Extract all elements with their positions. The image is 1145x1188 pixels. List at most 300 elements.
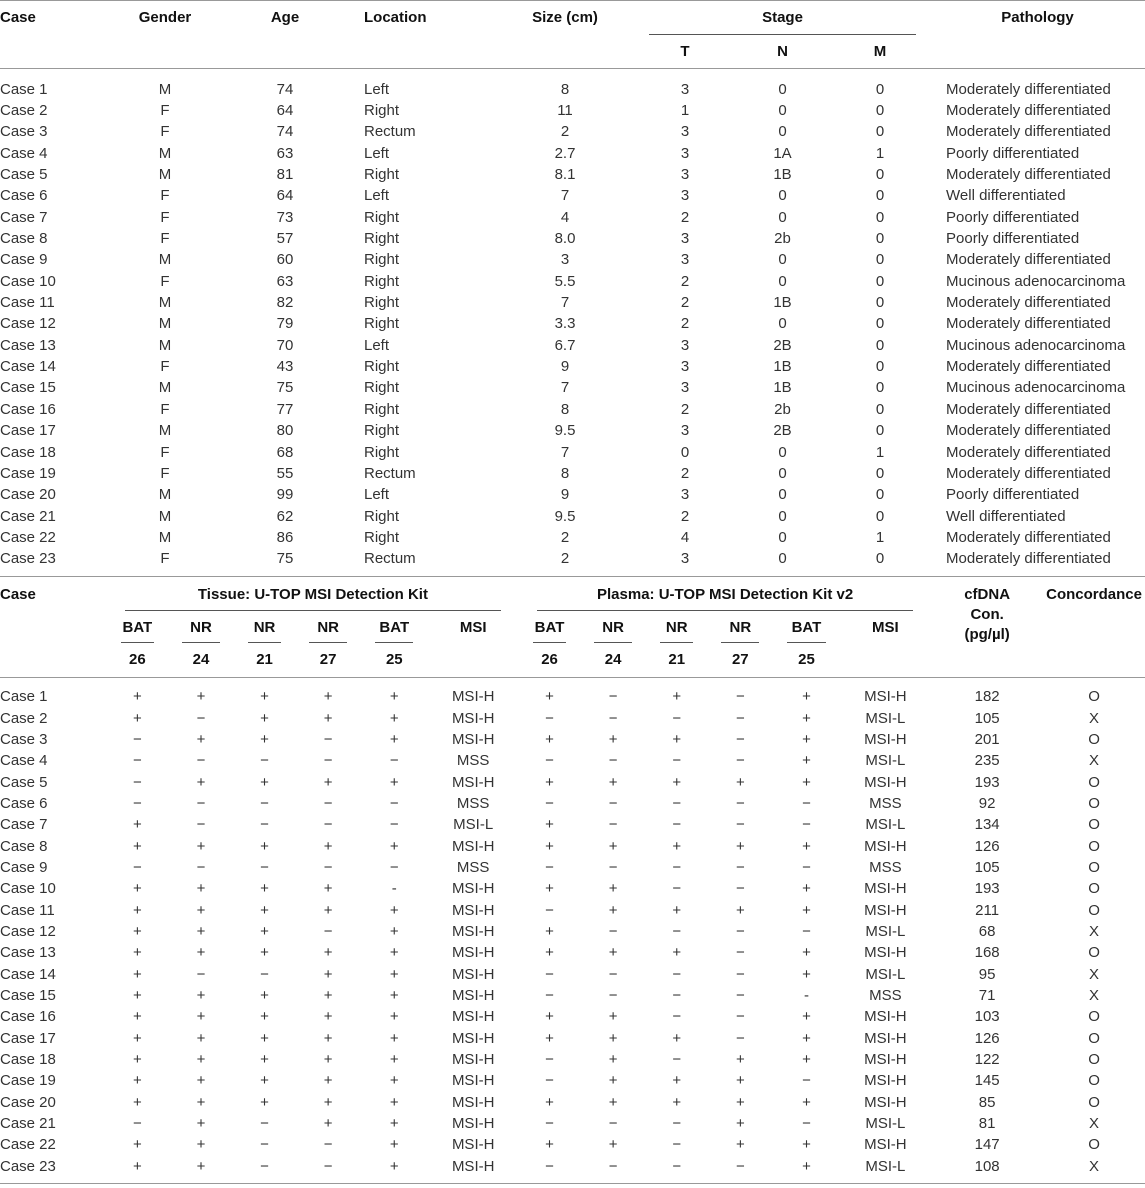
cell-tissue-bat26: +	[132, 880, 142, 898]
cell-size: 7	[560, 379, 570, 397]
cell-size: 9	[560, 486, 570, 504]
cell-plasma-msi: MSS	[869, 794, 902, 812]
cell-tissue-msi: MSI-L	[453, 816, 494, 834]
cell-plasma-bat26: −	[545, 986, 554, 1004]
cell-cfdna: 108	[974, 1157, 1000, 1175]
cell-tissue-bat26: +	[132, 1093, 142, 1111]
cell-plasma-nr24: +	[608, 837, 618, 855]
cell-plasma-nr27: +	[735, 1072, 745, 1090]
cell-tissue-bat25: −	[389, 816, 399, 834]
cell-tissue-bat26: +	[132, 1136, 142, 1154]
cell-plasma-nr27: −	[735, 709, 745, 727]
cell-cfdna: 126	[974, 1029, 1000, 1047]
cell-tissue-bat26: +	[132, 709, 142, 727]
cell-gender: F	[160, 102, 170, 120]
table-row	[0, 1028, 1145, 1049]
cell-location: Left	[364, 144, 390, 162]
cell-pathology: Moderately differentiated	[946, 443, 1111, 461]
cell-concordance: O	[1088, 773, 1100, 791]
msi-detection-table	[0, 577, 1145, 1184]
cell-age: 80	[276, 422, 294, 440]
cell-age: 57	[276, 230, 294, 248]
cell-plasma-bat26: +	[545, 816, 554, 834]
cell-stage-m: 0	[875, 208, 885, 226]
cell-plasma-msi: MSI-L	[865, 816, 906, 834]
table-row	[0, 228, 1145, 249]
cell-tissue-msi: MSI-H	[451, 730, 495, 748]
cell-tissue-msi: MSI-H	[451, 1115, 495, 1133]
cell-plasma-bat25: −	[802, 858, 811, 876]
plasma-marker-5-number: 25	[798, 651, 815, 669]
cell-plasma-bat26: +	[545, 944, 554, 962]
cell-cfdna: 201	[974, 730, 1000, 748]
cell-age: 73	[276, 208, 294, 226]
cell-stage-n: 0	[778, 251, 787, 269]
cell-tissue-nr21: +	[260, 1072, 269, 1090]
cell-stage-n: 0	[778, 486, 787, 504]
cell-concordance: O	[1088, 688, 1100, 706]
cell-stage-t: 3	[680, 336, 690, 354]
cell-stage-n: 1A	[773, 144, 792, 162]
cell-location: Right	[364, 400, 400, 418]
cell-plasma-nr27: −	[735, 986, 745, 1004]
cell-plasma-nr21: +	[672, 944, 682, 962]
cell-plasma-bat26: +	[545, 880, 554, 898]
cell-stage-n: 0	[778, 443, 787, 461]
cell-plasma-nr27: +	[735, 901, 745, 919]
cell-case: Case 1	[0, 688, 48, 706]
tissue-marker-5-number: 25	[385, 651, 403, 669]
cell-tissue-nr24: −	[196, 965, 206, 983]
cell-tissue-nr21: −	[260, 1115, 269, 1133]
cell-gender: M	[158, 315, 172, 333]
cell-tissue-bat26: +	[132, 837, 142, 855]
cell-cfdna: 85	[978, 1093, 996, 1111]
cell-case: Case 3	[0, 730, 48, 748]
cell-stage-n: 0	[778, 507, 787, 525]
cell-plasma-nr24: −	[608, 965, 618, 983]
cell-pathology: Moderately differentiated	[946, 358, 1111, 376]
cell-stage-n: 1B	[773, 358, 792, 376]
cell-tissue-bat25: −	[389, 794, 399, 812]
cell-gender: F	[160, 443, 170, 461]
cell-tissue-nr21: +	[260, 986, 269, 1004]
cell-plasma-bat25: +	[802, 1051, 811, 1069]
cell-concordance: O	[1088, 816, 1100, 834]
tissue-marker-2-name: NR	[168, 611, 234, 643]
cell-size: 8	[560, 400, 570, 418]
cell-age: 64	[276, 187, 294, 205]
cell-stage-m: 1	[875, 144, 885, 162]
cell-plasma-bat26: +	[545, 773, 554, 791]
cell-plasma-msi: MSI-H	[864, 773, 907, 791]
cell-stage-t: 2	[680, 294, 690, 312]
cell-plasma-nr24: +	[608, 901, 618, 919]
cell-tissue-nr21: +	[260, 1029, 269, 1047]
cell-case: Case 22	[0, 528, 56, 546]
cell-plasma-nr24: +	[608, 1029, 618, 1047]
cell-plasma-bat26: −	[545, 901, 554, 919]
table-row	[0, 420, 1145, 441]
table-row	[0, 963, 1145, 984]
cell-plasma-bat25: −	[802, 794, 811, 812]
plasma-marker-1-name: BAT	[519, 611, 580, 643]
cell-tissue-bat26: −	[132, 730, 142, 748]
table-row	[0, 164, 1145, 185]
cell-size: 2	[560, 528, 570, 546]
cell-cfdna: 235	[974, 752, 1000, 770]
cell-age: 81	[276, 166, 294, 184]
table-row	[0, 292, 1145, 313]
cell-plasma-bat26: −	[545, 858, 554, 876]
cell-gender: F	[160, 358, 170, 376]
cell-tissue-nr24: +	[196, 986, 206, 1004]
cell-plasma-nr21: −	[672, 922, 682, 940]
cell-plasma-nr24: +	[608, 1072, 618, 1090]
cell-stage-n: 0	[778, 528, 787, 546]
cell-plasma-nr24: −	[608, 1115, 618, 1133]
cell-plasma-nr21: −	[672, 1136, 682, 1154]
cell-plasma-bat26: +	[545, 1029, 554, 1047]
cell-stage-t: 3	[680, 358, 690, 376]
cell-tissue-nr21: −	[260, 794, 269, 812]
table-row	[0, 207, 1145, 228]
cell-gender: M	[158, 379, 172, 397]
cell-plasma-nr27: +	[735, 1051, 745, 1069]
cell-tissue-msi: MSI-H	[451, 944, 495, 962]
cell-tissue-bat25: +	[389, 1157, 399, 1175]
cell-gender: F	[160, 230, 170, 248]
header-stage-n: N	[777, 42, 788, 60]
cell-tissue-msi: MSI-H	[451, 1157, 495, 1175]
cell-plasma-nr27: −	[735, 1008, 745, 1026]
cell-concordance: O	[1088, 1136, 1100, 1154]
cell-case: Case 8	[0, 837, 48, 855]
cell-location: Right	[364, 251, 400, 269]
table-row	[0, 750, 1145, 771]
cell-plasma-bat26: −	[545, 1157, 554, 1175]
cell-stage-t: 2	[680, 272, 690, 290]
cell-stage-t: 3	[680, 251, 690, 269]
cell-tissue-bat25: +	[389, 1008, 399, 1026]
cell-case: Case 12	[0, 922, 56, 940]
cell-plasma-nr24: +	[608, 1093, 618, 1111]
cell-plasma-msi: MSI-H	[864, 880, 907, 898]
cell-age: 60	[276, 251, 294, 269]
cell-plasma-msi: MSI-H	[864, 944, 907, 962]
cell-case: Case 4	[0, 752, 48, 770]
cell-plasma-msi: MSS	[869, 858, 902, 876]
cell-location: Right	[364, 166, 400, 184]
cell-plasma-nr24: +	[608, 773, 618, 791]
cell-plasma-bat26: −	[545, 1051, 554, 1069]
patient-table-body	[0, 79, 1145, 570]
cfdna-label-line3: (pg/µl)	[964, 626, 1010, 643]
cell-tissue-nr24: +	[196, 880, 206, 898]
cell-plasma-nr21: +	[672, 1072, 682, 1090]
cell-case: Case 23	[0, 1157, 56, 1175]
cell-size: 3.3	[554, 315, 576, 333]
cell-stage-n: 0	[778, 272, 787, 290]
cell-size: 8	[560, 80, 570, 98]
cell-plasma-nr21: −	[672, 794, 682, 812]
cell-concordance: O	[1088, 1008, 1100, 1026]
cell-gender: F	[160, 187, 170, 205]
cell-concordance: O	[1088, 858, 1100, 876]
cell-plasma-msi: MSI-H	[864, 1136, 907, 1154]
table-row	[0, 335, 1145, 356]
cell-tissue-nr24: +	[196, 688, 206, 706]
cell-stage-t: 3	[680, 486, 690, 504]
cell-cfdna: 168	[974, 944, 1000, 962]
cell-tissue-msi: MSI-H	[451, 1072, 495, 1090]
cell-tissue-nr27: +	[323, 709, 333, 727]
cell-plasma-bat25: +	[802, 688, 811, 706]
cell-size: 9.5	[554, 422, 576, 440]
cell-cfdna: 105	[974, 858, 1000, 876]
cell-plasma-bat26: +	[545, 922, 554, 940]
cell-stage-t: 2	[680, 315, 690, 333]
cell-plasma-nr27: −	[735, 944, 745, 962]
cell-size: 5.5	[554, 272, 576, 290]
cell-size: 7	[560, 443, 570, 461]
cell-stage-t: 0	[680, 443, 690, 461]
cell-tissue-nr27: +	[323, 901, 333, 919]
cell-plasma-msi: MSI-H	[864, 730, 907, 748]
cell-pathology: Moderately differentiated	[946, 400, 1111, 418]
cell-plasma-nr24: −	[608, 986, 618, 1004]
cell-stage-n: 0	[778, 208, 787, 226]
cell-tissue-msi: MSI-H	[451, 1029, 495, 1047]
cell-tissue-nr21: +	[260, 1093, 269, 1111]
cell-tissue-bat25: +	[389, 773, 399, 791]
cell-tissue-msi: MSS	[456, 858, 490, 876]
cell-tissue-nr24: +	[196, 1008, 206, 1026]
cell-tissue-nr24: +	[196, 730, 206, 748]
cell-pathology: Mucinous adenocarcinoma	[946, 379, 1126, 397]
cell-stage-m: 0	[875, 400, 885, 418]
cell-stage-n: 2B	[773, 336, 792, 354]
cell-location: Right	[364, 272, 400, 290]
cell-plasma-bat25: +	[802, 1157, 811, 1175]
table-row	[0, 1070, 1145, 1091]
cell-concordance: O	[1088, 837, 1100, 855]
table-row	[0, 899, 1145, 920]
table-row	[0, 1134, 1145, 1155]
header-stage-m: M	[873, 42, 887, 60]
cell-tissue-nr24: −	[196, 816, 206, 834]
cell-stage-t: 3	[680, 166, 690, 184]
cell-stage-n: 0	[778, 123, 787, 141]
cell-stage-n: 2B	[773, 422, 792, 440]
table-row	[0, 100, 1145, 121]
plasma-marker-3-number: 21	[668, 651, 686, 669]
cell-pathology: Poorly differentiated	[946, 144, 1080, 162]
cell-tissue-bat25: +	[389, 688, 399, 706]
cell-location: Left	[364, 80, 390, 98]
cell-tissue-nr24: +	[196, 837, 206, 855]
cell-age: 99	[276, 486, 294, 504]
cell-tissue-nr27: +	[323, 1029, 333, 1047]
cell-location: Left	[364, 187, 390, 205]
cell-stage-t: 1	[680, 102, 690, 120]
cell-tissue-nr24: −	[196, 752, 206, 770]
patient-characteristics-table	[0, 0, 1145, 577]
header-tissue-kit: Tissue: U-TOP MSI Detection Kit	[107, 577, 519, 611]
cell-tissue-bat26: +	[132, 965, 142, 983]
cell-case: Case 18	[0, 1051, 56, 1069]
cell-plasma-bat25: −	[802, 816, 811, 834]
cell-size: 2	[560, 550, 570, 568]
cell-stage-m: 0	[875, 358, 885, 376]
cell-tissue-msi: MSI-H	[451, 709, 495, 727]
cell-stage-t: 3	[680, 123, 690, 141]
cell-case: Case 4	[0, 144, 48, 162]
cell-tissue-nr24: −	[196, 709, 206, 727]
cell-tissue-nr21: −	[260, 965, 269, 983]
cell-pathology: Moderately differentiated	[946, 80, 1111, 98]
cell-plasma-msi: MSI-L	[865, 1115, 906, 1133]
cell-plasma-nr21: +	[672, 688, 682, 706]
cell-location: Right	[364, 102, 400, 120]
cell-tissue-bat25: +	[389, 1093, 399, 1111]
plasma-marker-2-name: NR	[580, 611, 646, 643]
cell-age: 62	[276, 507, 294, 525]
cell-tissue-msi: MSI-H	[451, 1136, 495, 1154]
header-gender: Gender	[138, 9, 192, 27]
table-row	[0, 271, 1145, 292]
cell-plasma-bat26: +	[545, 1093, 554, 1111]
cell-size: 7	[560, 294, 570, 312]
cell-location: Right	[364, 230, 400, 248]
cell-cfdna: 122	[974, 1051, 1000, 1069]
cell-tissue-bat26: +	[132, 1072, 142, 1090]
cell-stage-m: 0	[875, 272, 885, 290]
cell-location: Right	[364, 358, 400, 376]
cell-age: 75	[276, 379, 294, 397]
table-row	[0, 313, 1145, 334]
cell-stage-n: 1B	[773, 379, 792, 397]
cell-tissue-nr24: −	[196, 858, 206, 876]
cell-plasma-nr24: −	[608, 858, 618, 876]
cell-plasma-nr21: −	[672, 709, 682, 727]
cell-pathology: Poorly differentiated	[946, 230, 1080, 248]
cell-case: Case 23	[0, 550, 56, 568]
cell-tissue-bat25: +	[389, 1072, 399, 1090]
cell-gender: M	[158, 80, 172, 98]
cell-pathology: Moderately differentiated	[946, 528, 1111, 546]
table-row	[0, 814, 1145, 835]
cell-plasma-nr21: −	[672, 858, 682, 876]
cell-plasma-nr27: −	[735, 1157, 745, 1175]
cell-tissue-nr24: +	[196, 1093, 206, 1111]
cell-case: Case 20	[0, 486, 56, 504]
cell-pathology: Moderately differentiated	[946, 251, 1111, 269]
cell-tissue-msi: MSI-H	[451, 901, 495, 919]
cell-plasma-msi: MSI-H	[864, 837, 907, 855]
tissue-marker-4-number: 27	[319, 651, 337, 669]
cell-tissue-bat26: +	[132, 1157, 142, 1175]
cell-case: Case 7	[0, 208, 48, 226]
cell-stage-t: 2	[680, 208, 690, 226]
cell-cfdna: 145	[974, 1072, 1000, 1090]
cell-plasma-nr27: −	[735, 1029, 745, 1047]
cell-plasma-bat25: +	[802, 773, 811, 791]
cell-tissue-bat25: +	[389, 1051, 399, 1069]
cell-gender: M	[158, 166, 172, 184]
cell-case: Case 16	[0, 400, 56, 418]
cell-case: Case 21	[0, 1115, 56, 1133]
cell-tissue-nr21: +	[260, 688, 269, 706]
cell-case: Case 10	[0, 880, 56, 898]
cell-cfdna: 105	[974, 709, 1000, 727]
cell-tissue-bat26: +	[132, 1008, 142, 1026]
table-row	[0, 249, 1145, 270]
cell-tissue-nr27: +	[323, 965, 333, 983]
plasma-marker-1-number: 26	[541, 651, 558, 669]
cell-location: Right	[364, 507, 400, 525]
table-row	[0, 857, 1145, 878]
table-row	[0, 729, 1145, 750]
cell-tissue-msi: MSI-H	[451, 688, 495, 706]
cell-stage-m: 0	[875, 166, 885, 184]
table-row	[0, 1156, 1145, 1177]
cell-plasma-nr21: +	[672, 773, 682, 791]
cell-tissue-msi: MSI-H	[451, 986, 495, 1004]
cell-pathology: Mucinous adenocarcinoma	[946, 336, 1126, 354]
cell-plasma-nr21: −	[672, 880, 682, 898]
cell-location: Right	[364, 379, 400, 397]
cell-tissue-nr21: +	[260, 730, 269, 748]
cell-concordance: O	[1088, 794, 1100, 812]
cell-tissue-nr24: +	[196, 1072, 206, 1090]
cell-size: 2.7	[554, 144, 576, 162]
cell-plasma-msi: MSI-L	[865, 1157, 906, 1175]
cell-case: Case 14	[0, 965, 56, 983]
cell-plasma-nr21: −	[672, 1157, 682, 1175]
cell-tissue-nr27: +	[323, 837, 333, 855]
tissue-marker-1-name: BAT	[107, 611, 168, 643]
cell-stage-m: 0	[875, 379, 885, 397]
cell-cfdna: 134	[974, 816, 1000, 834]
cell-case: Case 21	[0, 507, 56, 525]
cell-gender: F	[160, 123, 170, 141]
cell-case: Case 13	[0, 336, 56, 354]
cell-tissue-nr27: −	[323, 922, 333, 940]
cell-stage-t: 2	[680, 400, 690, 418]
cell-stage-m: 0	[875, 294, 885, 312]
cell-cfdna: 92	[978, 794, 996, 812]
cell-tissue-nr21: −	[260, 816, 269, 834]
cell-stage-m: 0	[875, 550, 885, 568]
cell-tissue-nr21: −	[260, 752, 269, 770]
table-row	[0, 878, 1145, 899]
cell-plasma-bat26: +	[545, 1008, 554, 1026]
cell-location: Rectum	[364, 550, 416, 568]
cell-stage-t: 3	[680, 230, 690, 248]
cfdna-label-line2: Con.	[970, 606, 1004, 623]
cell-location: Rectum	[364, 464, 416, 482]
cell-plasma-nr24: −	[608, 1157, 618, 1175]
cell-stage-n: 0	[778, 464, 787, 482]
cell-stage-m: 0	[875, 102, 885, 120]
cell-stage-t: 3	[680, 550, 690, 568]
cell-location: Right	[364, 443, 400, 461]
tissue-marker-4-name: NR	[295, 611, 361, 643]
cell-concordance: O	[1088, 1072, 1100, 1090]
cell-pathology: Mucinous adenocarcinoma	[946, 272, 1126, 290]
cell-size: 8.1	[554, 166, 576, 184]
